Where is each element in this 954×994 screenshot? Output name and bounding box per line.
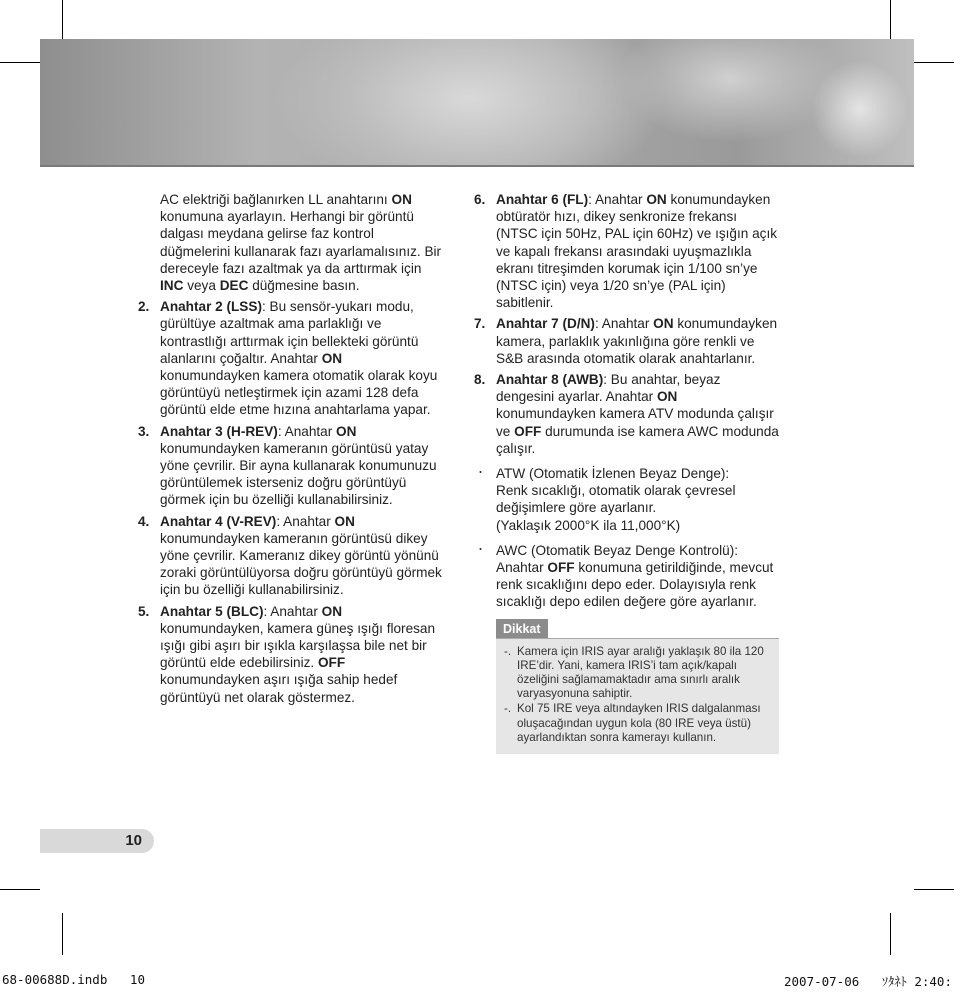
switch-5-item: 5. Anahtar 5 (BLC): Anahtar ON konumundayken, kamera güneş ışığı floresan ışığı gibi aşırı bir ışıkla karşılaşsa bile net bir görüntü elde edebilirsiniz. OFF konumundayken aşırı ışığa sahip hedef görüntüyü net olarak göstermez. <box>138 603 436 705</box>
crop-mark <box>0 889 40 890</box>
intro-paragraph: AC elektriği bağlanırken LL anahtarını ON konumuna ayarlayın. Herhangi bir görüntü dalgası meydana gelirse faz kontrol düğmelerini kullanarak fazı ayarlamalısınız. Bir dereceyle fazı azaltmak ya da arttırmak için INC veya DEC düğmesine basın. <box>160 192 442 294</box>
crop-mark <box>914 889 954 890</box>
atw-bullet: ・ ATW (Otomatik İzlenen Beyaz Denge): Renk sıcaklığı, otomatik olarak çevresel değişimlere göre ayarlanır. (Yaklaşık 2000°K ila 11,000°K) <box>475 466 736 533</box>
crop-mark <box>62 913 63 955</box>
crop-mark <box>914 62 954 63</box>
page-number: 10 <box>125 832 142 849</box>
switch-8-item: 8. Anahtar 8 (AWB): Bu anahtar, beyaz dengesini ayarlar. Anahtar ON konumundayken kamera ATV modunda çalışır ve OFF durumunda ise kamera AWC modunda çalışır. <box>474 372 779 456</box>
crop-mark <box>0 62 40 63</box>
left-column <box>138 191 443 710</box>
right-column <box>474 191 779 754</box>
switch-4-item: 4. Anahtar 4 (V-REV): Anahtar ON konumundayken kameranın görüntüsü dikey yöne çevrilir. Kameranız dikey görüntü yönünü zoraki görüntülüyorsa doğru görüntüyü görmek için bu özelliği kullanabilirsiniz. <box>138 513 442 598</box>
crop-mark <box>890 0 891 39</box>
crop-mark <box>890 913 891 955</box>
switch-7-item: 7. Anahtar 7 (D/N): Anahtar ON konumundayken kamera, parlaklık yakınlığına göre renkli ve S&B arasında otomatik olarak anahtarlanır. <box>474 316 778 366</box>
print-slug-right: 2007-07-06 ｿﾀﾈﾄ 2:40: <box>784 974 952 989</box>
awc-bullet: ・ AWC (Otomatik Beyaz Denge Kontrolü): Anahtar OFF konumuna getirildiğinde, mevcut renk sıcaklığını depo eder. Dolayısıyla renk sıcaklığı depo edilen değere göre ayarlanır. <box>475 542 774 610</box>
switch-6-item: 6. Anahtar 6 (FL): Anahtar ON konumundayken obtüratör hızı, dikey senkronize frekansı (NTSC için 50Hz, PAL için 60Hz) ve ışığın açık ve kapalı frekansı arasındaki uyuşmazlıkla ekranı titreşimden korumak için 1/100 sn’ye (NTSC için) veya 1/20 sn’ye (PAL için) sabitlenir. <box>474 192 778 311</box>
caution-label: Dikkat <box>496 619 548 638</box>
crop-mark <box>62 0 63 39</box>
switch-2-item: 2. Anahtar 2 (LSS): Bu sensör-yukarı modu, gürültüye azaltmak ama parlaklığı ve kontrastlığı arttırmak için bellekteki görüntü alanlarını çoğaltır. Anahtar ON konumundayken kamera otomatik olarak koyu görüntüyü netleştirmek için azami 128 defa görüntü elde etme hızına anahtarlama yapar. <box>138 299 438 418</box>
switch-3-item: 3. Anahtar 3 (H-REV): Anahtar ON konumundayken kameranın görüntüsü yatay yöne çevrilir. Bir ayna kullanarak konumunuzu görüntülemek isterseniz doğru görüntüyü görmek için bu özelliği kullanabilirsiniz. <box>138 423 437 508</box>
page-number-tab <box>40 829 154 853</box>
caution-note: -. Kol 75 IRE veya altındayken IRIS dalgalanması oluşacağından uygun kola (80 IRE veya üstü) ayarlandıktan sonra kamerayı kullanın. <box>504 702 761 744</box>
header-image-band <box>40 39 914 167</box>
caution-note: -. Kamera için IRIS ayar aralığı yaklaşık 80 ila 120 IRE’dir. Yani, kamera IRIS’i tam açık/kapalı özeliğini sağlamamaktadır ama sınırlı aralık varyasyonuna sahiptir. <box>504 644 764 701</box>
caution-box <box>496 638 779 754</box>
print-slug-left: 68-00688D.indb 10 <box>2 972 145 987</box>
